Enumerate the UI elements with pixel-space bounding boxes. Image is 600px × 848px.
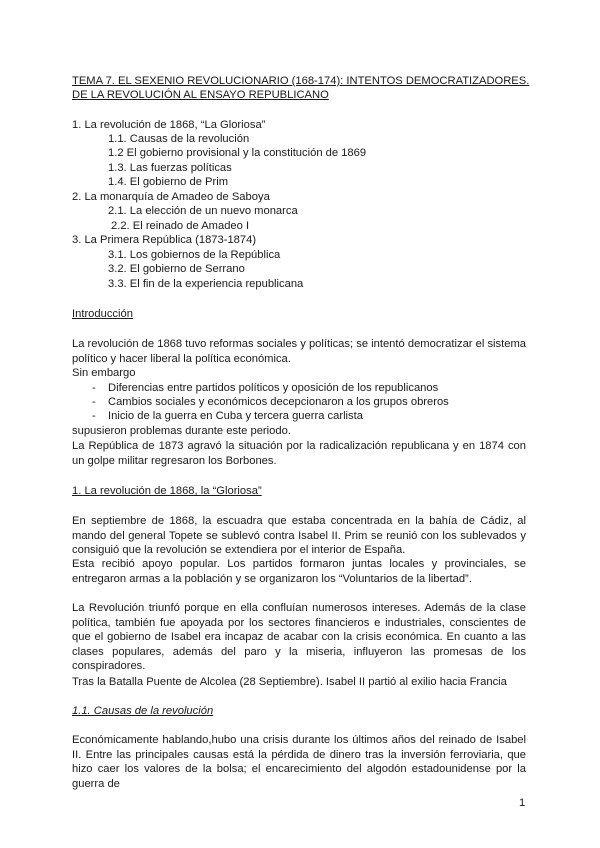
paragraph: La revolución de 1868 tuvo reformas sociales y políticas; se intentó democratizar el sistema político y hacer liberal la política económica. <box>72 338 526 365</box>
paragraph: supusieron problemas durante este periodo. <box>72 425 291 437</box>
bullet-dash: - <box>92 382 96 394</box>
section-heading-1: 1. La revolución de 1868, la “Gloriosa” <box>72 485 262 497</box>
toc-item: 3. La Primera República (1873-1874) <box>72 234 257 246</box>
toc-item: 1. La revolución de 1868, “La Gloriosa” <box>72 119 266 131</box>
bullet-dash: - <box>92 396 96 408</box>
toc-item: 1.2 El gobierno provisional y la constitución de 1869 <box>108 147 367 159</box>
paragraph: La República de 1873 agravó la situación por la radicalización republicana y en 1874 con un golpe militar regresaron los Borbones. <box>72 440 526 467</box>
toc-item: 3.2. El gobierno de Serrano <box>108 263 245 275</box>
paragraph: Esta recibió apoyo popular. Los partidos formaron juntas locales y provinciales, se entregaron armas a la población y se organizaron los “Voluntarios de la libertad”. <box>72 558 526 585</box>
paragraph: Sin embargo <box>72 367 136 379</box>
toc-item: 2.1. La elección de un nuevo monarca <box>108 205 298 217</box>
list-item: Inicio de la guerra en Cuba y tercera guerra carlista <box>108 410 363 422</box>
toc-item: 2.2. El reinado de Amadeo I <box>111 220 250 232</box>
toc-item: 1.3. Las fuerzas políticas <box>108 162 232 174</box>
toc-item: 1.1. Causas de la revolución <box>108 133 250 145</box>
document-title-line-1: TEMA 7. EL SEXENIO REVOLUCIONARIO (168-174): INTENTOS DEMOCRATIZADORES. <box>72 75 530 87</box>
paragraph: La Revolución triunfó porque en ella confluían numerosos intereses. Además de la clase política, también fue apoyada por los sectores financieros e industriales, conscientes de que el gobierno de Isabel era incapaz de acabar con la crisis económica. En cuanto a las clases populares, además del paro y la miseria, influyeron las promesas de los conspiradores. <box>72 602 526 672</box>
toc-item: 3.3. El fin de la experiencia republicana <box>108 278 304 290</box>
paragraph: En septiembre de 1868, la escuadra que estaba concentrada en la bahía de Cádiz, al mando del general Topete se sublevó contra Isabel II. Prim se reunió con los sublevados y consiguió que la revolución se extendiera por el interior de España. <box>72 515 526 556</box>
bullet-dash: - <box>92 410 96 422</box>
document-title-line-2: DE LA REVOLUCIÓN AL ENSAYO REPUBLICANO <box>72 89 329 101</box>
toc-item: 2. La monarquía de Amadeo de Saboya <box>72 191 270 203</box>
toc-item: 3.1. Los gobiernos de la República <box>108 249 281 261</box>
toc-item: 1.4. El gobierno de Prim <box>108 176 229 188</box>
paragraph: Tras la Batalla Puente de Alcolea (28 Septiembre). Isabel II partió al exilio hacia Francia <box>72 676 507 688</box>
page-number: 1 <box>519 797 526 809</box>
paragraph: Económicamente hablando,hubo una crisis durante los últimos años del reinado de Isabel II. Entre las principales causas está la pérdida de dinero tras la inversión ferroviaria, que hizo caer los valores de la bolsa; el encarecimiento del algodón estadounidense por la guerra de <box>72 734 526 790</box>
section-heading-1-1: 1.1. Causas de la revolución <box>72 705 214 717</box>
list-item: Cambios sociales y económicos decepcionaron a los grupos obreros <box>108 396 449 408</box>
list-item: Diferencias entre partidos políticos y oposición de los republicanos <box>108 382 439 394</box>
section-heading-intro: Introducción <box>72 308 133 320</box>
